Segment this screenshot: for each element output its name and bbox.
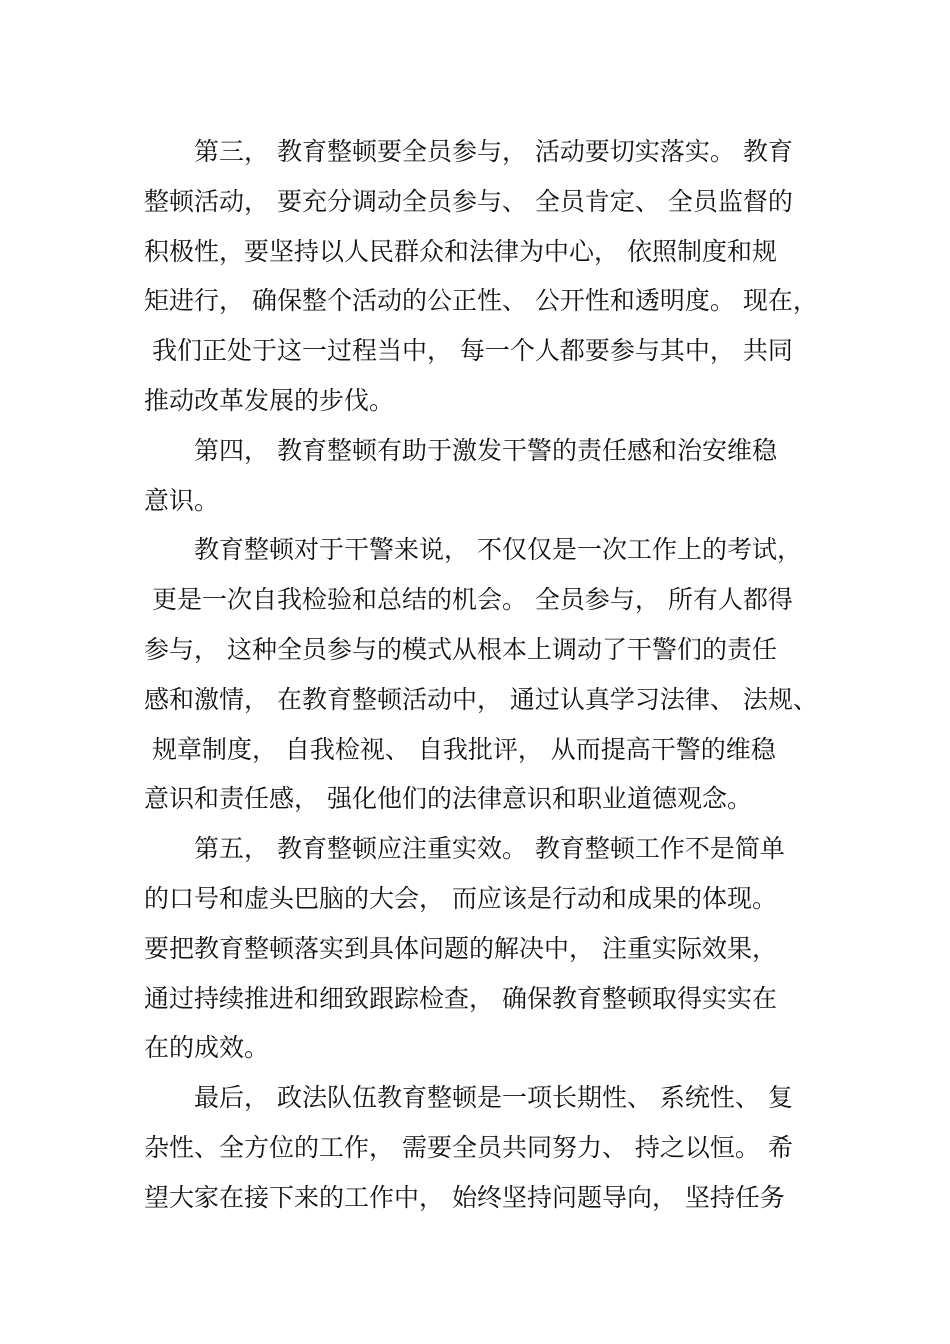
text-line: 杂性、全方位的工作， 需要全员共同努力、 持之以恒。 希 bbox=[144, 1132, 793, 1162]
text-line: 望大家在接下来的工作中， 始终坚持问题导向， 坚持任务 bbox=[144, 1182, 785, 1212]
text-line: 积极性，要坚持以人民群众和法律为中心， 依照制度和规 bbox=[144, 236, 777, 266]
text-line: 通过持续推进和细致跟踪检查， 确保教育整顿取得实实在 bbox=[144, 983, 777, 1013]
text-line: 我们正处于这一过程当中， 每一个人都要参与其中， 共同 bbox=[144, 336, 793, 366]
text-line: 更是一次自我检验和总结的机会。 全员参与， 所有人都得 bbox=[144, 585, 793, 615]
text-line: 最后， 政法队伍教育整顿是一项长期性、 系统性、 复 bbox=[194, 1083, 793, 1113]
text-line: 规章制度， 自我检视、 自我批评， 从而提高干警的维稳 bbox=[144, 734, 776, 764]
text-line: 参与， 这种全员参与的模式从根本上调动了干警们的责任 bbox=[144, 634, 777, 664]
text-line: 的口号和虚头巴脑的大会， 而应该是行动和成果的体现。 bbox=[144, 883, 777, 913]
text-line: 第三， 教育整顿要全员参与， 活动要切实落实。 教育 bbox=[194, 137, 793, 166]
text-line: 推动改革发展的步伐。 bbox=[144, 385, 395, 415]
text-line: 感和激情， 在教育整顿活动中， 通过认真学习法律、 法规、 bbox=[144, 684, 818, 714]
text-line: 第四， 教育整顿有助于激发干警的责任感和治安维稳 bbox=[194, 435, 777, 465]
text-line: 要把教育整顿落实到具体问题的解决中， 注重实际效果， bbox=[144, 933, 777, 963]
text-line: 教育整顿对于干警来说， 不仅仅是一次工作上的考试， bbox=[194, 535, 802, 565]
text-line: 在的成效。 bbox=[144, 1033, 270, 1063]
text-line: 整顿活动， 要充分调动全员参与、 全员肯定、 全员监督的 bbox=[144, 186, 793, 216]
text-line: 意识。 bbox=[144, 485, 220, 515]
text-line: 矩进行， 确保整个活动的公正性、 公开性和透明度。 现在， bbox=[144, 286, 818, 316]
document-body bbox=[144, 127, 844, 1223]
text-line: 意识和责任感， 强化他们的法律意识和职业道德观念。 bbox=[144, 784, 752, 814]
text-line: 第五， 教育整顿应注重实效。 教育整顿工作不是简单 bbox=[194, 834, 785, 864]
